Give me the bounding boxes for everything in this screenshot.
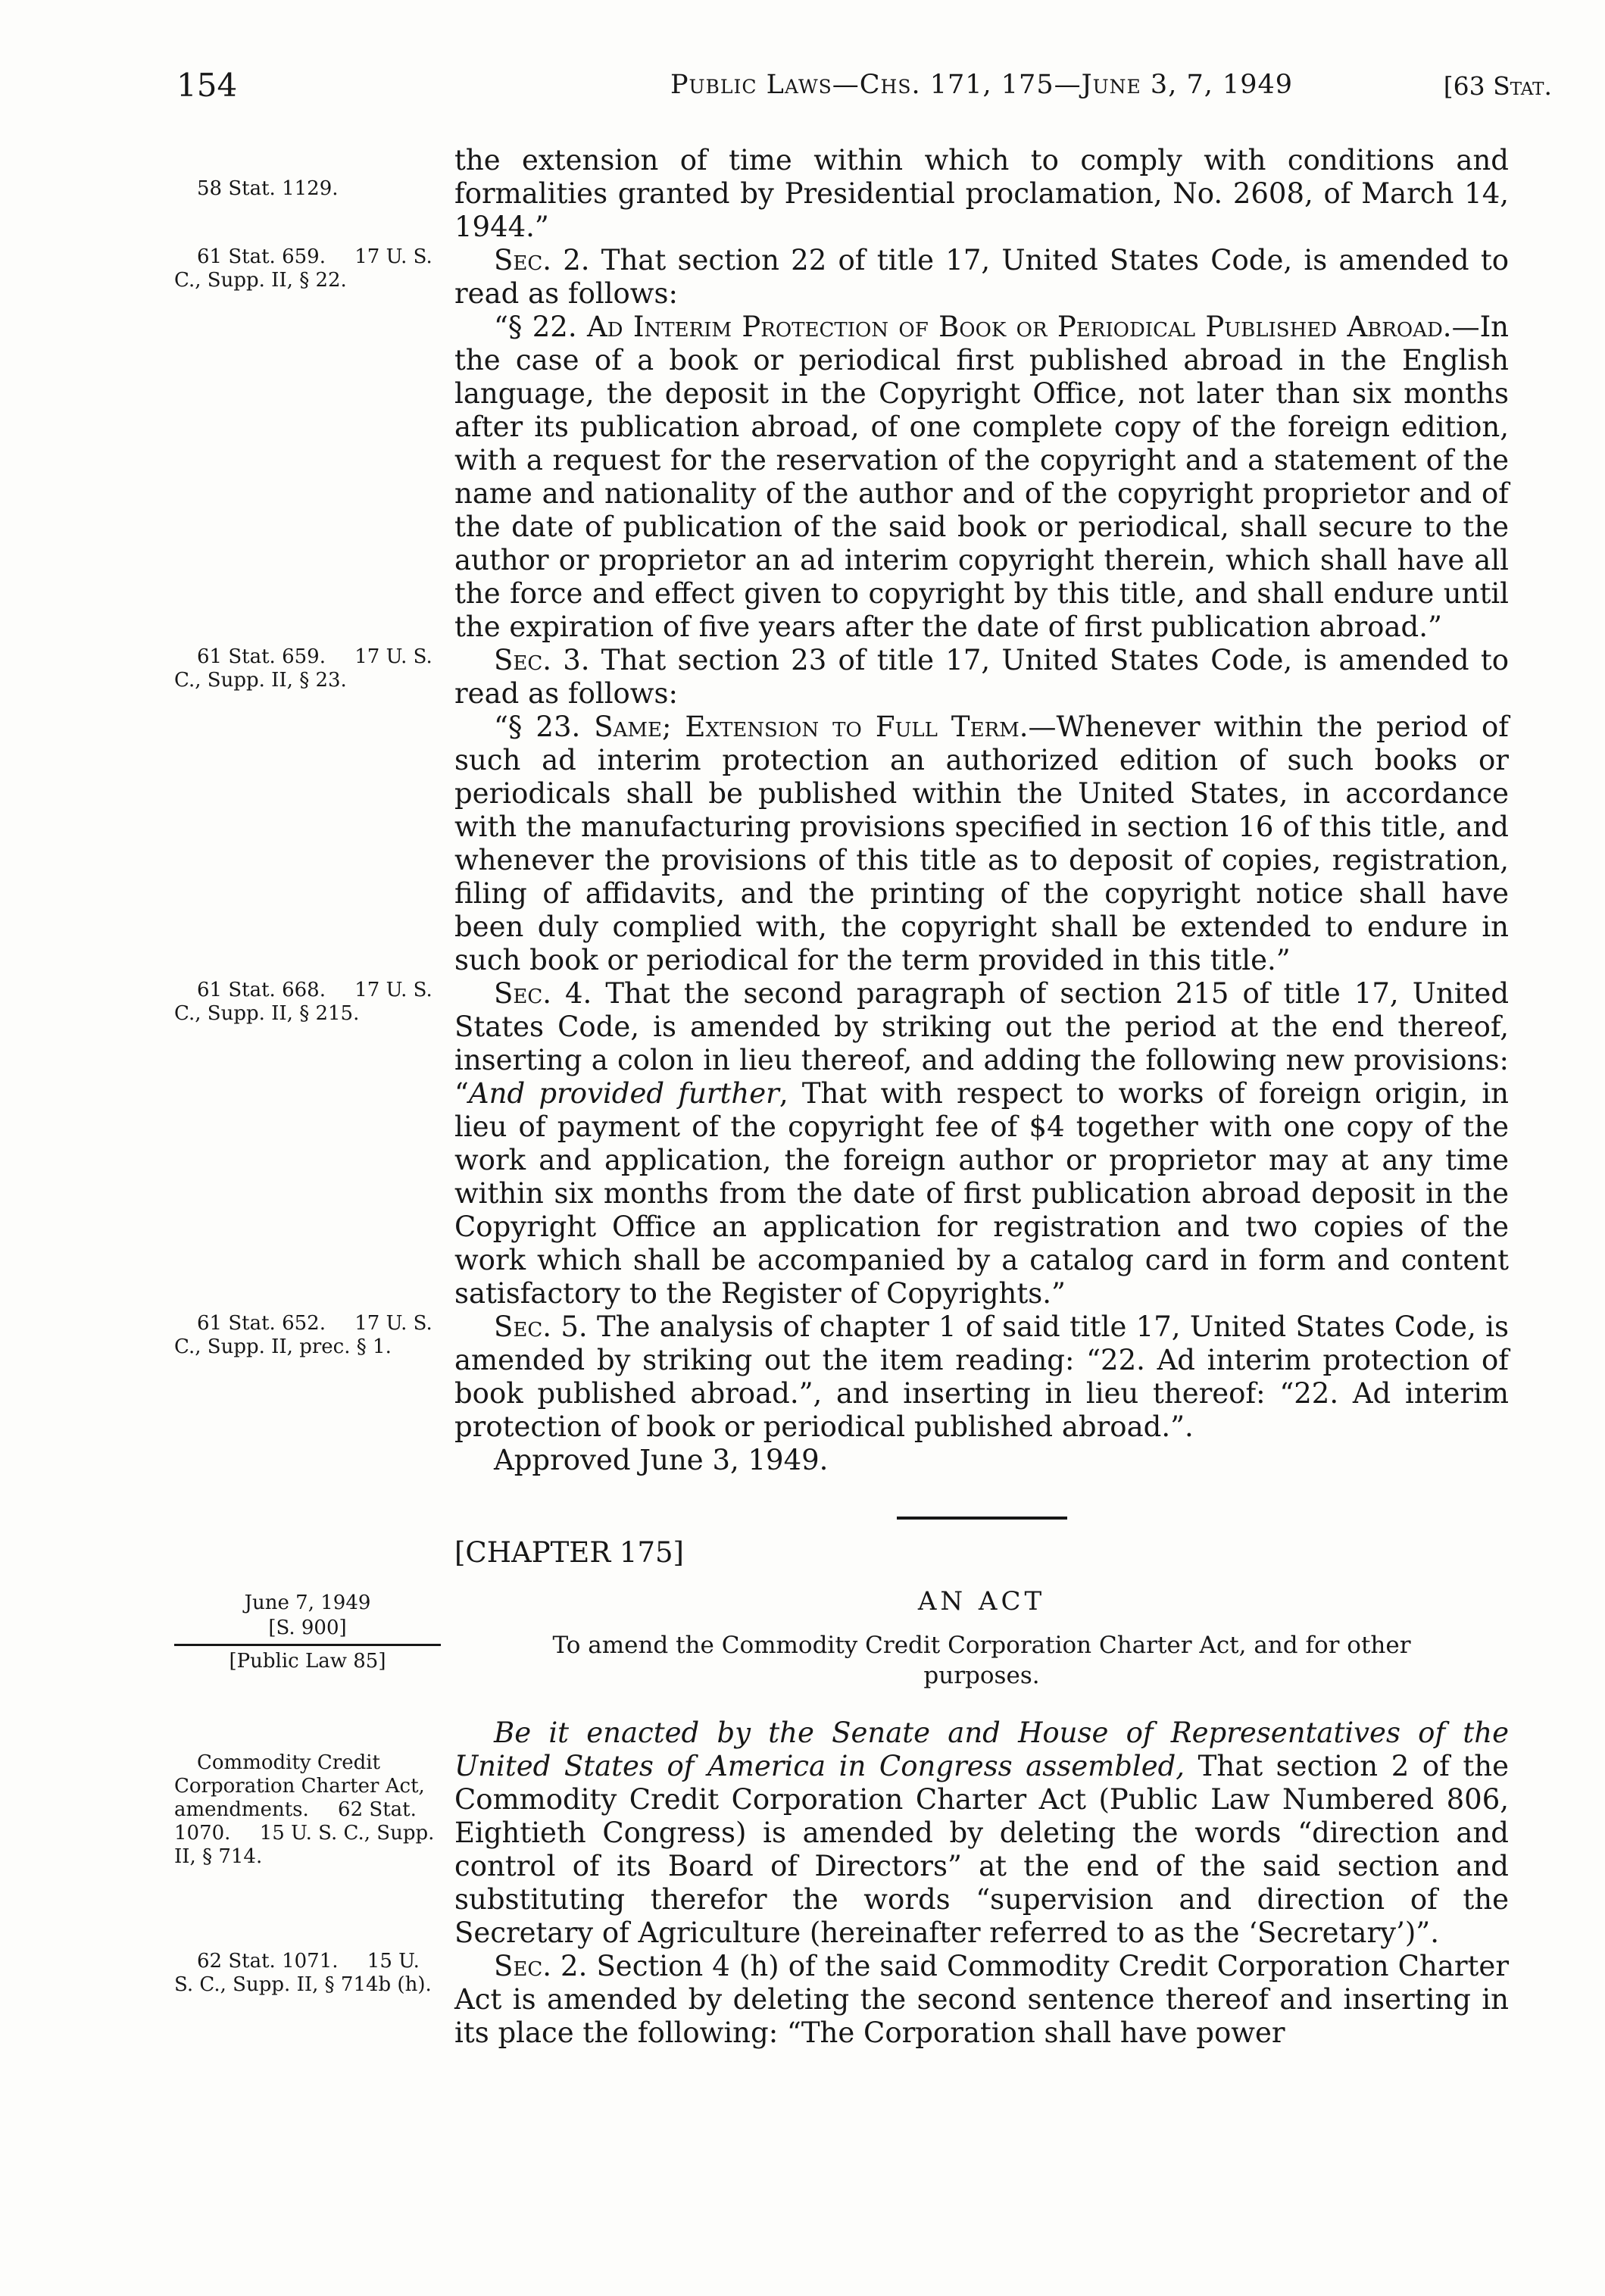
section-number: Sec. 5. <box>494 1310 588 1343</box>
section-number: Sec. 2. <box>494 244 590 276</box>
margin-note <box>174 979 441 1026</box>
body-text: , That with respect to works of foreign origin, in lieu of payment of the copyright fee of $4 together with one copy of the work and application, the foreign author or proprietor may at any time within six months from the date of first publication abroad deposit in the Copyright Office an application for registration and two copies of the work which shall be accompanied by a catalog card in form and content satisfactory to the Register of Copyrights.” <box>454 1077 1510 1310</box>
note-line: II, § 215. <box>271 1002 360 1025</box>
section-heading: Ad Interim Protection of Book or Periodical Published Abroad. <box>586 311 1452 343</box>
section-number: Sec. 3. <box>494 644 590 676</box>
paragraph-ch175-sec2 <box>174 1950 1510 2050</box>
note-line: II, prec. § 1. <box>271 1335 392 1358</box>
enacting-clause-italic: Be it enacted by the Senate and House of Representatives of the United States of America in Congress assembled, <box>454 1717 1509 1782</box>
note-line: 17 U. S. C., Supp. <box>174 1312 432 1358</box>
paragraph-quoted-sec23 <box>454 711 1509 977</box>
note-line: II, § 23. <box>271 669 347 692</box>
note-line-law: [Public Law 85] <box>229 1650 386 1673</box>
paragraph-sec5 <box>174 1310 1510 1444</box>
paragraph-sec3 <box>174 644 1509 711</box>
body-text: Section 4 (h) of the said Commodity Credit Corporation Charter Act is amended by deleting the second sentence thereof and inserting in its place the following: “The Corporation shall have power <box>454 1950 1510 2049</box>
running-head: Public Laws—Chs. 171, 175—June 3, 7, 1949 <box>670 70 1294 100</box>
margin-note <box>174 1312 441 1359</box>
page-header <box>0 67 1605 112</box>
note-line: 17 U. S. C., Supp. <box>174 245 432 292</box>
body-text: the extension of time within which to comply with conditions and formalities granted by Presidential proclamation, No. 2608, of March 14, 1944.” <box>454 144 1509 243</box>
margin-note <box>174 245 441 292</box>
body-text: That section 2 of the Commodity Credit Corporation Charter Act (Public Law Numbered 806, Eightieth Congress) is amended by deleting the words “direction and control of its Board of Directors” at the end of the said section and substituting therefor the words “supervision and direction of the Secretary of Agriculture (hereinafter referred to as the ‘Secretary’)”. <box>454 1750 1509 1949</box>
note-line: § 714. <box>202 1845 263 1868</box>
law-margin-note <box>174 1591 441 1674</box>
approved-line: Approved June 3, 1949. <box>494 1444 829 1476</box>
body-text: That section 23 of title 17, United States Code, is amended to read as follows: <box>454 644 1509 710</box>
body-text: The analysis of chapter 1 of said title 17, United States Code, is amended by striking out the item reading: “22. Ad interim protection of book published abroad.”, and inserting in lieu thereof: “22. Ad interim protection of book or periodical published abroad.”. <box>454 1310 1510 1443</box>
note-line-date: June 7, 1949 <box>244 1592 371 1614</box>
note-line: II, § 714b (h). <box>296 1973 432 1996</box>
note-line: 58 Stat. 1129. <box>197 177 339 200</box>
paragraph-quoted-sec22 <box>454 311 1509 644</box>
section-number: Sec. 2. <box>494 1950 588 1982</box>
note-line: 15 U. S. C., Supp. <box>174 1950 420 1996</box>
quote-open: “§ 22. <box>494 311 587 343</box>
act-title-line1: To amend the Commodity Credit Corporation Charter Act, and for other <box>552 1632 1411 1659</box>
act-title <box>454 1630 1509 1691</box>
section-heading: Same; Extension to Full Term. <box>594 711 1029 743</box>
note-line: 61 Stat. 652. <box>197 1312 326 1335</box>
body-text: —Whenever within the period of such ad interim protection an authorized edition of such books or periodicals shall be published within the United States, in accordance with the manufacturing provisions specified in section 16 of this title, and whenever the provisions of this title as to deposit of copies, registration, filing of affidavits, and the printing of the copyright notice shall have been duly complied with, the copyright shall be extended to endure in such book or periodical for the term provided in this title.” <box>454 711 1509 976</box>
body-text: That section 22 of title 17, United States Code, is amended to read as follows: <box>454 244 1509 310</box>
chapter-175-head <box>229 1517 1509 1691</box>
body-text: That the second paragraph of section 215 of title 17, United States Code, is amended by striking out the period at the end thereof, inserting a colon in lieu thereof, and adding the following new provisions: “ <box>454 977 1510 1110</box>
quote-open: “§ 23. <box>494 711 595 743</box>
margin-note <box>174 1950 441 1997</box>
note-line: 61 Stat. 668. <box>197 979 326 1001</box>
note-line: 17 U. S. C., Supp. <box>174 979 432 1025</box>
paragraph-sec2 <box>174 244 1509 311</box>
margin-note <box>174 1751 441 1869</box>
act-title-line2: purposes. <box>923 1662 1040 1689</box>
note-line: 62 Stat. 1070. <box>174 1798 417 1845</box>
paragraph-enacting-clause <box>174 1717 1509 1950</box>
note-line: 15 U. S. C., Supp. II, <box>174 1822 435 1868</box>
section-number: Sec. 4. <box>494 977 592 1010</box>
chapter-divider-rule <box>897 1517 1067 1520</box>
proviso-italic: And provided further <box>468 1077 779 1110</box>
note-line: 17 U. S. C., Supp. <box>174 645 432 692</box>
note-line-bill: [S. 900] <box>268 1617 347 1639</box>
text-column <box>174 144 1510 2050</box>
body-text: —In the case of a book or periodical first published abroad in the English language, the deposit in the Copyright Office, not later than six months after its publication abroad, of one complete copy of the foreign edition, with a request for the reservation of the copyright and a statement of the name and nationality of the author and of the copyright proprietor and of the date of publication of the said book or periodical, shall secure to the author or proprietor an ad interim copyright therein, which shall have all the force and effect given to copyright by this title, and shall endure until the expiration of five years after the date of first publication abroad.” <box>454 311 1510 643</box>
note-line: II, § 22. <box>271 269 347 292</box>
margin-note <box>174 177 441 201</box>
page-number: 154 <box>176 67 238 104</box>
an-act-heading: AN ACT <box>917 1586 1046 1617</box>
margin-note <box>174 645 441 692</box>
stat-volume-ref: [63 Stat. <box>1443 71 1552 101</box>
paragraph-ch171-continuation <box>197 144 1509 244</box>
chapter-heading: [CHAPTER 175] <box>454 1536 684 1569</box>
note-line: 61 Stat. 659. <box>197 245 326 268</box>
note-line: Commodity Credit <box>197 1751 380 1774</box>
note-line: Corporation Charter <box>174 1775 379 1798</box>
note-line: Act, amendments. <box>174 1775 425 1821</box>
note-line: 62 Stat. 1071. <box>197 1950 339 1973</box>
paragraph-sec4 <box>174 977 1510 1310</box>
note-rule <box>174 1644 441 1646</box>
note-line: 61 Stat. 659. <box>197 645 326 668</box>
